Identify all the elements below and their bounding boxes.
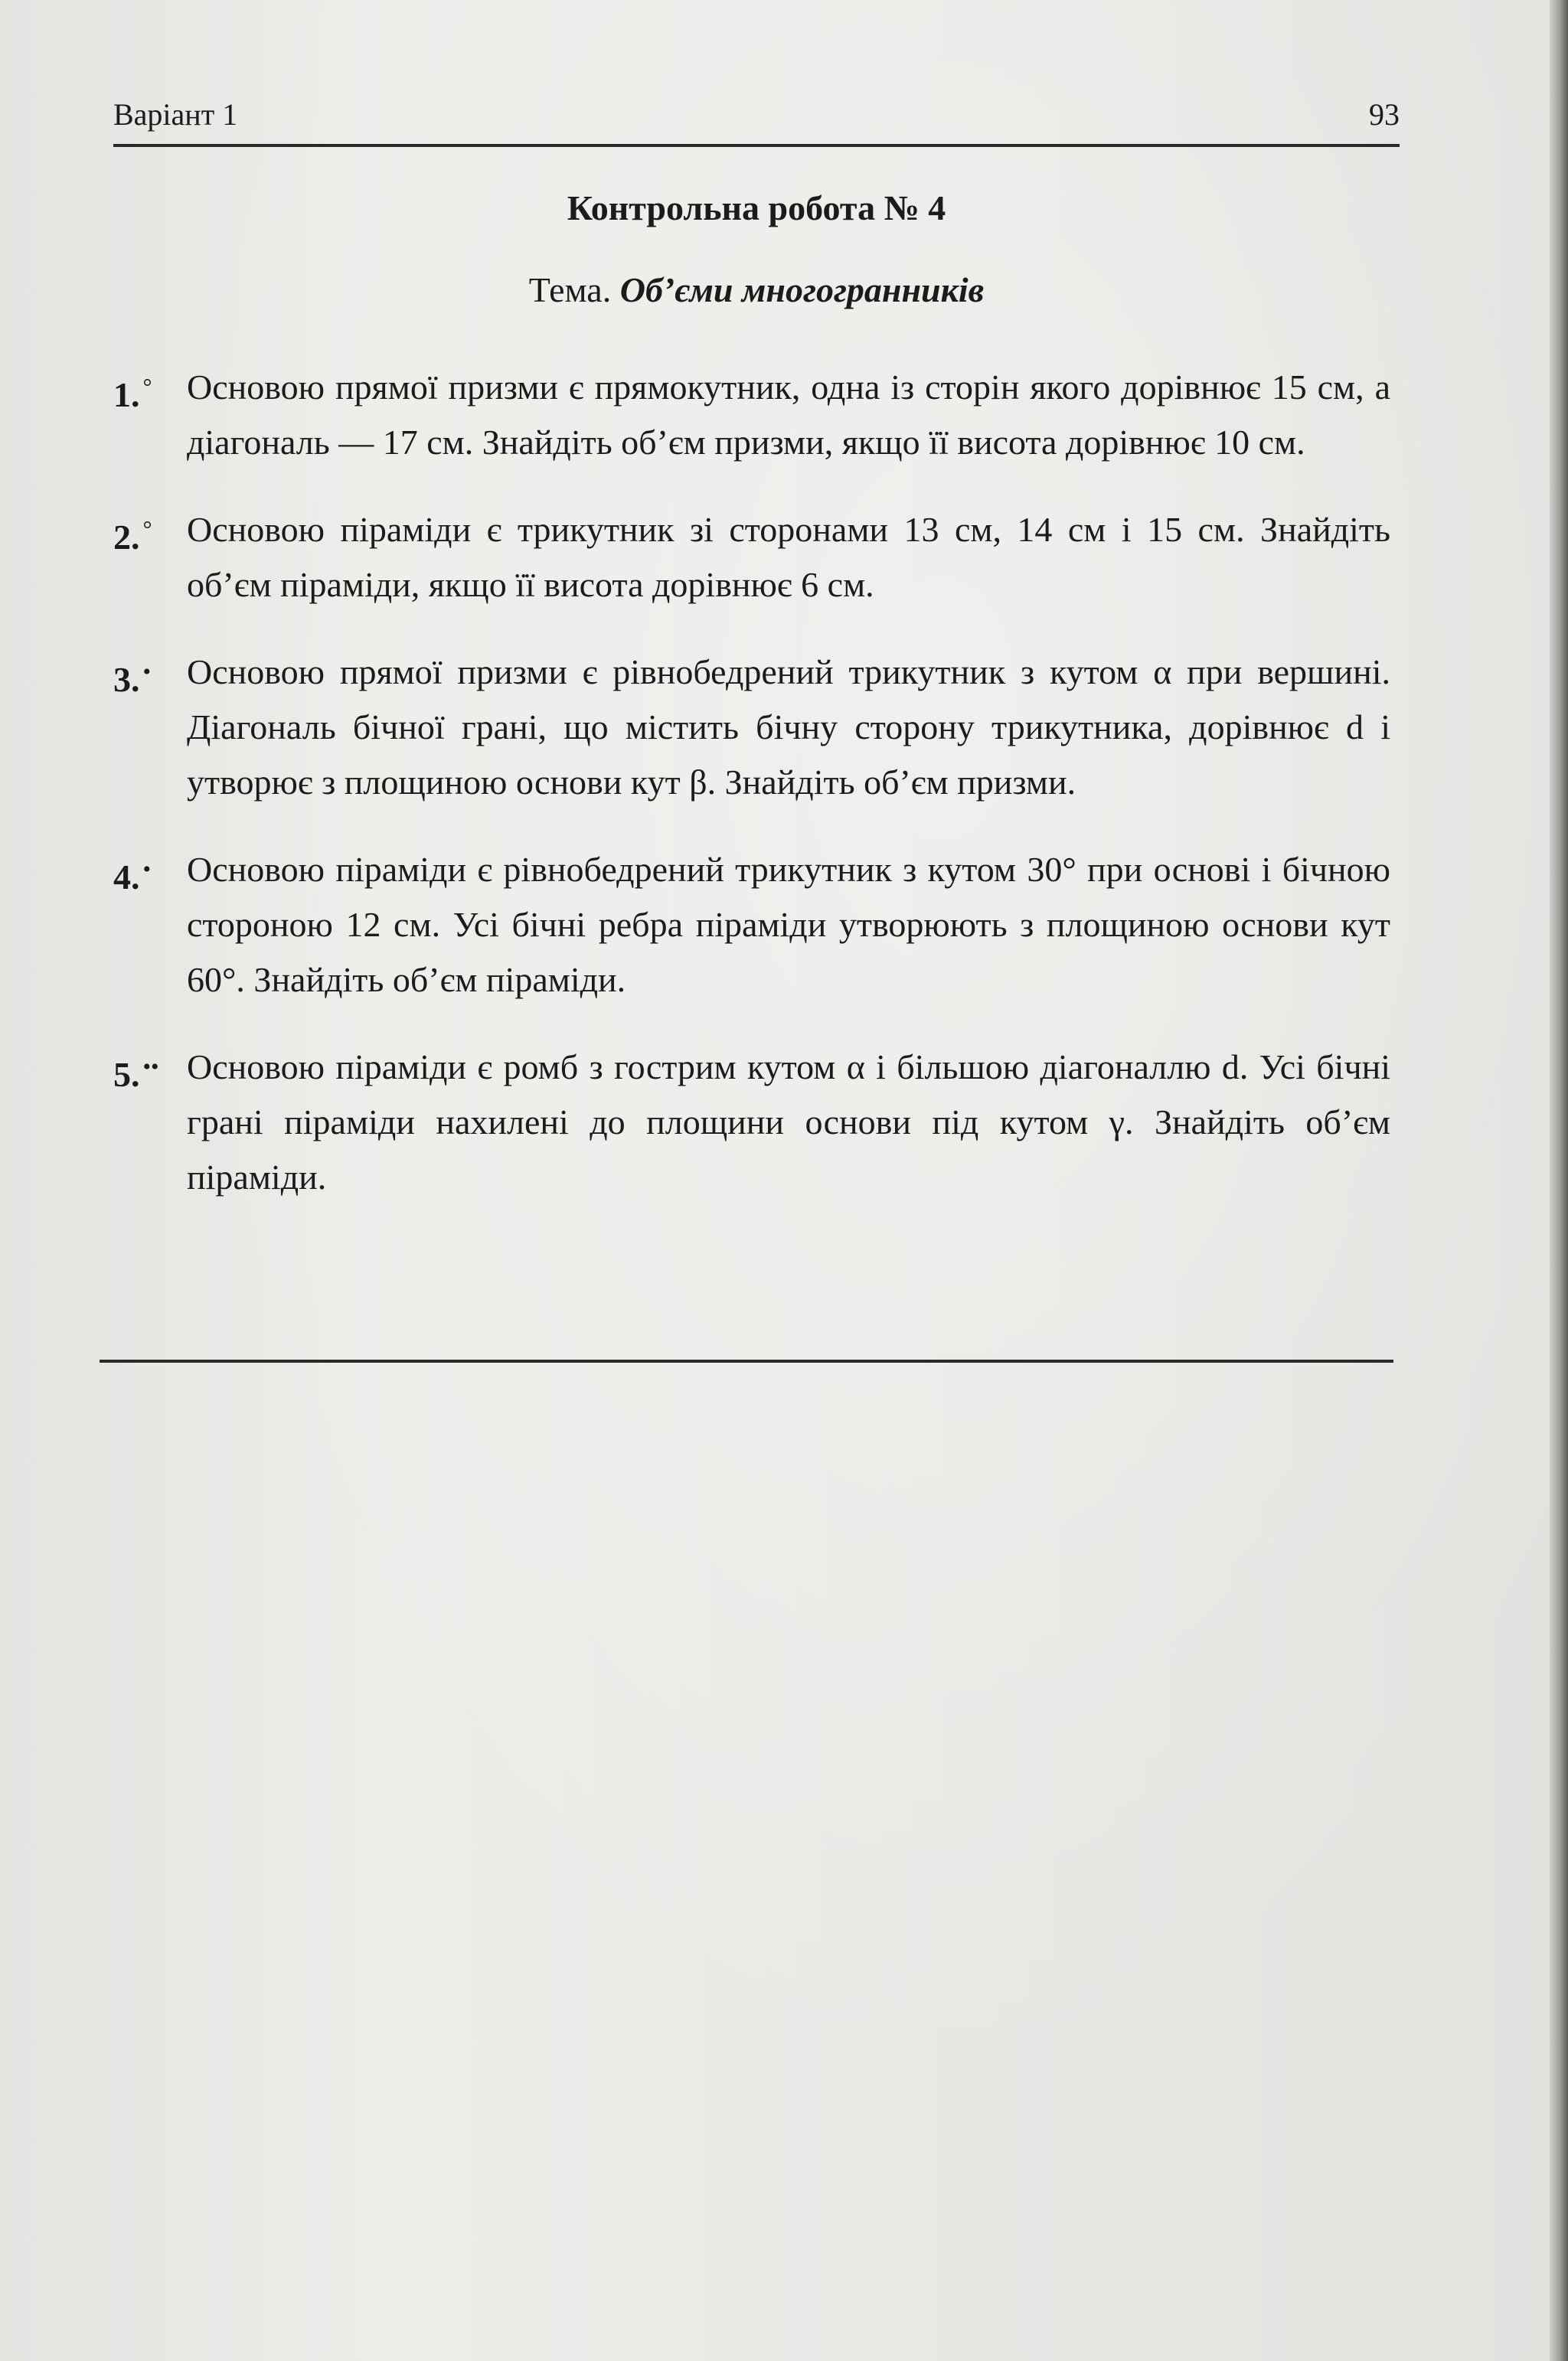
problem-number: 3. • (113, 659, 152, 699)
difficulty-mark: • (142, 857, 152, 882)
problem-item-4 (113, 842, 1390, 1007)
problem-text: Основою піраміди є рівнобедрений трикутник з кутом 30° при основі і бічною стороною 12 см. Усі бічні ребра піраміди утворюють з площиною основи кут 60°. Знайдіть об’єм піраміди. (187, 850, 1390, 999)
problem-item-5 (113, 1040, 1390, 1205)
bottom-rule (100, 1360, 1393, 1363)
problem-number: 2. ° (113, 517, 152, 557)
page-number: 93 (1369, 97, 1400, 132)
book-spine-shadow (1550, 0, 1568, 2361)
problem-item-2 (113, 502, 1390, 612)
problem-item-3 (113, 645, 1390, 810)
difficulty-mark: ° (142, 517, 152, 542)
difficulty-mark: ° (142, 374, 152, 400)
difficulty-mark: • (142, 659, 152, 684)
problem-text: Основою прямої призми є рівнобедрений трикутник з кутом α при вершині. Діагональ бічної грані, що містить бічну сторону трикутника, дорівнює d і утворює з площиною основи кут β. Знайдіть об’єм призми. (187, 652, 1390, 802)
problem-text: Основою піраміди є трикутник зі сторонами 13 см, 14 см і 15 см. Знайдіть об’єм піраміди, якщо її висота дорівнює 6 см. (187, 510, 1390, 604)
problem-number: 1. ° (113, 374, 152, 414)
problem-number: 4. • (113, 857, 152, 896)
topic-line (113, 269, 1400, 310)
difficulty-mark: •• (142, 1054, 159, 1079)
problem-number: 5. •• (113, 1054, 159, 1094)
topic-prefix: Тема. (528, 270, 612, 309)
problem-item-1 (113, 360, 1390, 470)
problem-text: Основою прямої призми є прямокутник, одна із сторін якого дорівнює 15 см, а діагональ — 17 см. Знайдіть об’єм призми, якщо її висота дорівнює 10 см. (187, 367, 1390, 462)
problem-list (113, 360, 1390, 1237)
variant-label: Варіант 1 (113, 97, 238, 132)
topic-name: Об’єми многогранників (619, 270, 985, 309)
page-title: Контрольна робота № 4 (567, 188, 946, 227)
running-head (113, 90, 1400, 147)
problem-text: Основою піраміди є ромб з гострим кутом α і більшою діагоналлю d. Усі бічні грані піраміди нахилені до площини основи під кутом γ. Знайдіть об’єм піраміди. (187, 1047, 1390, 1197)
